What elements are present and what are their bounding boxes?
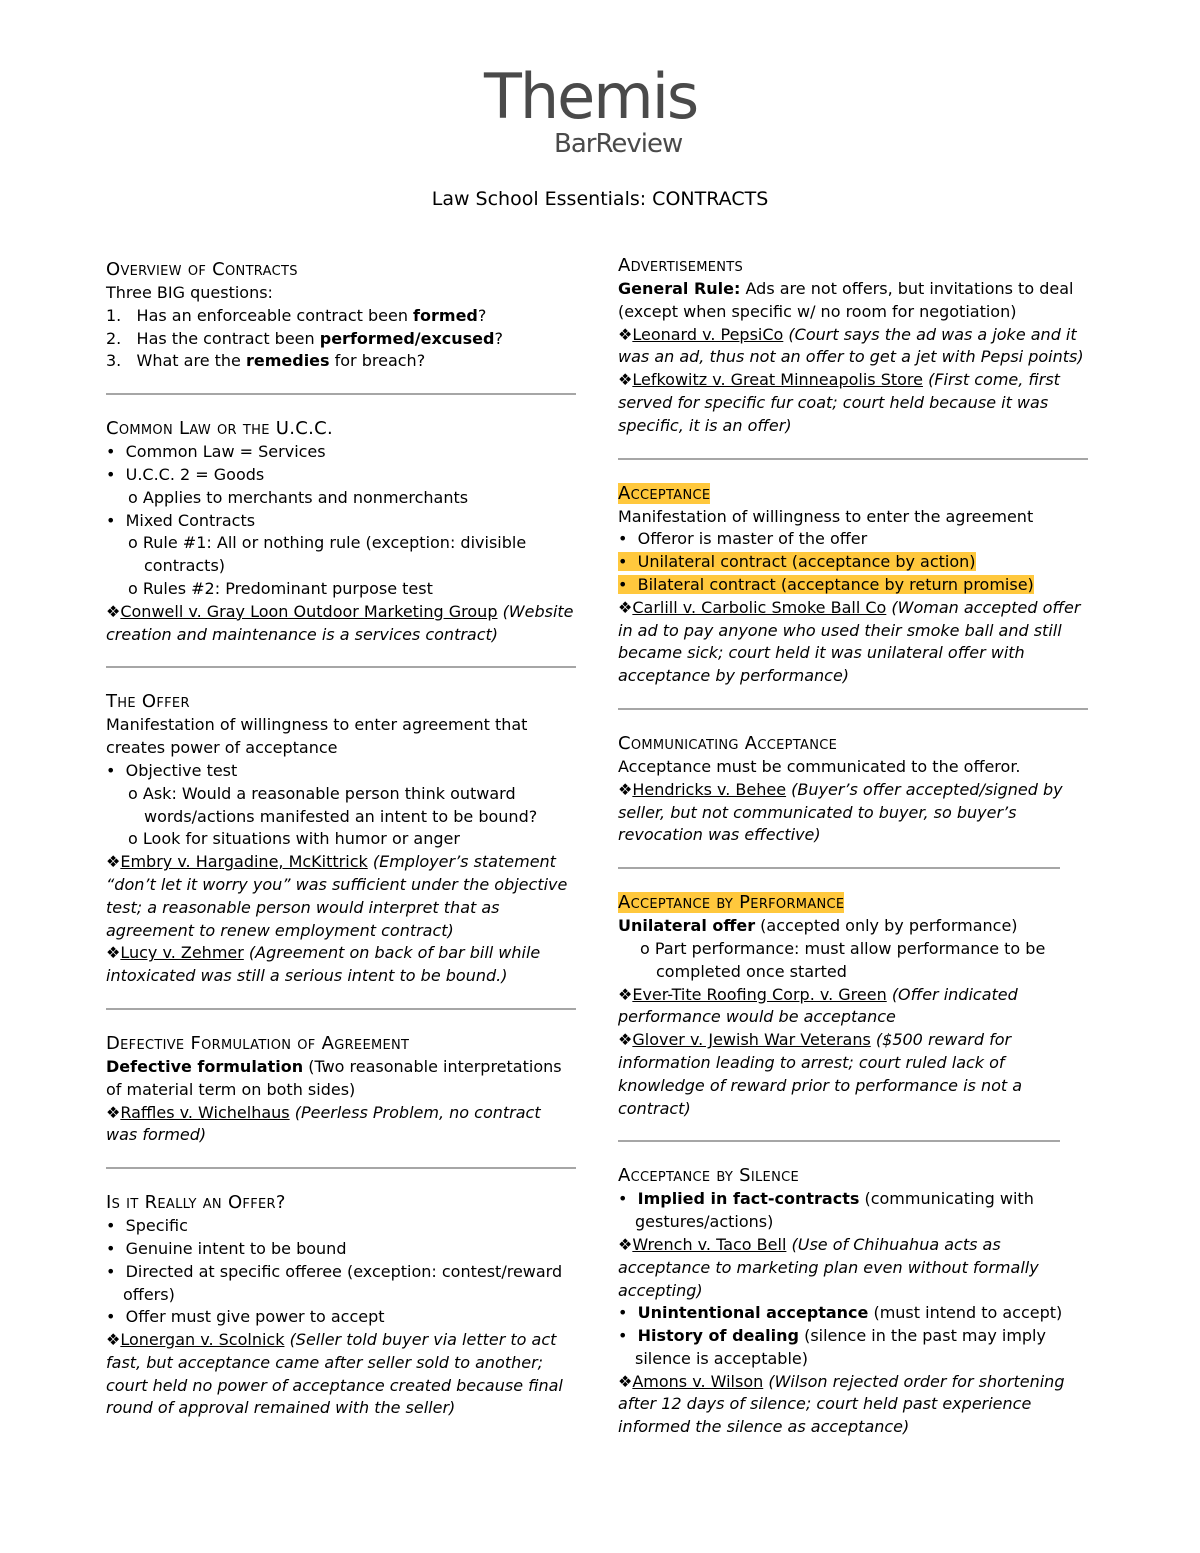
case-citation: ❖Amons v. Wilson (Wilson rejected order for shortening after 12 days of silence; court held past experience informed the silence as acceptance) (618, 1371, 1065, 1437)
case-marker-icon: ❖ (618, 597, 633, 617)
section-common-law (106, 417, 576, 646)
list-item-highlighted: • Bilateral contract (acceptance by return promise) (618, 574, 1034, 594)
case-marker-icon: ❖ (106, 1102, 121, 1122)
defective-text: Defective formulation (Two reasonable interpretations of material term on both sides) (106, 1056, 562, 1099)
case-name: Wrench v. Taco Bell (632, 1234, 787, 1254)
list-item: • U.C.C. 2 = Goods (106, 464, 265, 484)
section-overview (106, 258, 576, 373)
acceptance-intro: Manifestation of willingness to enter the agreement (618, 506, 1034, 526)
section-heading: Advertisements (618, 255, 744, 276)
list-item: • Mixed Contracts (106, 510, 256, 530)
case-marker-icon: ❖ (106, 1330, 121, 1350)
section-really-offer (106, 1191, 576, 1420)
case-citation: ❖Raffles v. Wichelhaus (Peerless Problem, no contract was formed) (106, 1102, 541, 1145)
case-name: Embry v. Hargadine, McKittrick (120, 852, 368, 872)
section-defective (106, 1032, 576, 1147)
sub-list-item: o Look for situations with humor or anger (128, 829, 460, 849)
section-heading: Is it Really an Offer? (106, 1192, 286, 1214)
case-citation: ❖Lucy v. Zehmer (Agreement on back of bar bill while intoxicated was still a serious intent to be bound.) (106, 943, 541, 986)
page-title: Law School Essentials: CONTRACTS (431, 188, 769, 210)
case-citation: ❖Conwell v. Gray Loon Outdoor Marketing Group (Website creation and maintenance is a services contract) (106, 601, 574, 644)
case-marker-icon: ❖ (618, 324, 633, 344)
list-item: • Implied in fact-contracts (communicating with gestures/actions) (618, 1189, 1034, 1232)
section-advertisements (618, 254, 1088, 438)
case-marker-icon: ❖ (106, 601, 121, 621)
list-item: • History of dealing (silence in the past may imply silence is acceptable) (618, 1326, 1046, 1368)
section-heading: Acceptance by Performance (618, 892, 845, 914)
case-name: Lucy v. Zehmer (120, 943, 244, 963)
performance-rule: Unilateral offer (accepted only by performance) (618, 916, 1018, 936)
sub-list-item: o Applies to merchants and nonmerchants (128, 487, 469, 507)
sub-list-item: o Ask: Would a reasonable person think outward words/actions manifested an intent to be bound? (128, 783, 538, 826)
case-marker-icon: ❖ (618, 1234, 633, 1254)
divider (106, 1008, 576, 1010)
section-offer (106, 690, 576, 988)
section-heading: Communicating Acceptance (618, 732, 838, 754)
sub-list-item: o Rule #1: All or nothing rule (exception: divisible contracts) (128, 533, 527, 576)
question-3: 3. What are the remedies for breach? (106, 351, 426, 371)
list-item-highlighted: • Unilateral contract (acceptance by action) (618, 552, 976, 572)
case-name: Amons v. Wilson (632, 1371, 764, 1391)
case-marker-icon: ❖ (618, 1371, 633, 1391)
section-performance (618, 891, 1088, 1120)
logo-brand: Themis (484, 60, 698, 133)
case-marker-icon: ❖ (618, 1030, 633, 1050)
case-marker-icon: ❖ (106, 943, 121, 963)
case-citation: ❖Wrench v. Taco Bell (Use of Chihuahua acts as acceptance to marketing plan even without formally accepting) (618, 1234, 1039, 1300)
section-communicating (618, 732, 1088, 847)
case-name: Glover v. Jewish War Veterans (632, 1030, 871, 1050)
list-item: • Common Law = Services (106, 442, 326, 462)
question-2: 2. Has the contract been performed/excused? (106, 328, 503, 348)
divider (618, 708, 1088, 710)
list-item: • Offer must give power to accept (106, 1307, 385, 1327)
sub-list-item: o Part performance: must allow performance to be completed once started (640, 938, 1046, 981)
divider (618, 867, 1060, 869)
case-marker-icon: ❖ (618, 370, 633, 390)
case-citation: ❖Lefkowitz v. Great Minneapolis Store (First come, first served for specific fur coat; court held because it was specific, it is an offer) (618, 370, 1060, 435)
themis-logo (484, 60, 724, 159)
section-heading: Acceptance (618, 482, 711, 504)
section-heading: Defective Formulation of Agreement (106, 1032, 410, 1054)
case-name: Lefkowitz v. Great Minneapolis Store (632, 370, 923, 390)
divider (618, 458, 1088, 460)
case-name: Ever-Tite Roofing Corp. v. Green (632, 984, 887, 1004)
divider (618, 1140, 1060, 1142)
divider (106, 393, 576, 395)
list-item: • Offeror is master of the offer (618, 529, 868, 549)
case-name: Lonergan v. Scolnick (120, 1330, 285, 1350)
case-name: Conwell v. Gray Loon Outdoor Marketing Group (120, 601, 498, 621)
case-marker-icon: ❖ (106, 852, 121, 872)
case-citation: ❖Lonergan v. Scolnick (Seller told buyer via letter to act fast, but acceptance came after seller sold to another; court held no power of acceptance created because final round of approval remained with the seller) (106, 1330, 563, 1418)
divider (106, 1167, 576, 1169)
section-silence (618, 1164, 1088, 1439)
case-name: Carlill v. Carbolic Smoke Ball Co (632, 597, 887, 617)
case-name: Hendricks v. Behee (632, 779, 787, 799)
left-column (106, 258, 576, 1420)
offer-intro: Manifestation of willingness to enter agreement that creates power of acceptance (106, 715, 528, 758)
question-1: 1. Has an enforceable contract been formed? (106, 305, 487, 325)
list-item: • Specific (106, 1216, 188, 1236)
communicating-intro: Acceptance must be communicated to the offeror. (618, 756, 1021, 776)
section-acceptance (618, 482, 1088, 688)
case-marker-icon: ❖ (618, 984, 633, 1004)
section-heading: Overview of Contracts (106, 259, 298, 280)
case-citation: ❖Carlill v. Carbolic Smoke Ball Co (Woman accepted offer in ad to pay anyone who used their smoke ball and still became sick; court held it was unilateral offer with acceptance by performance) (618, 597, 1081, 686)
section-heading: Acceptance by Silence (618, 1165, 799, 1187)
list-item: • Genuine intent to be bound (106, 1238, 347, 1258)
divider (106, 666, 576, 668)
case-citation: ❖Embry v. Hargadine, McKittrick (Employer’s statement “don’t let it worry you” was sufficient under the objective test; a reasonable person would interpret that as agreement to renew employment contract) (106, 852, 568, 940)
list-item: • Unintentional acceptance (must intend to accept) (618, 1303, 1063, 1323)
list-item: • Directed at specific offeree (exception: contest/reward offers) (106, 1261, 563, 1304)
section-heading: Common Law or the U.C.C. (106, 418, 334, 440)
list-item: • Objective test (106, 760, 238, 780)
right-column (618, 254, 1088, 1439)
case-citation: ❖Leonard v. PepsiCo (Court says the ad was a joke and it was an ad, thus not an offer to get a jet with Pepsi points) (618, 324, 1084, 367)
case-name: Leonard v. PepsiCo (632, 324, 784, 344)
overview-intro: Three BIG questions: (106, 283, 273, 302)
case-marker-icon: ❖ (618, 779, 633, 799)
case-citation: ❖Glover v. Jewish War Veterans ($500 reward for information leading to arrest; court ruled lack of knowledge of reward prior to performance is not a contract) (618, 1030, 1023, 1118)
section-heading: The Offer (106, 691, 190, 713)
logo-sub: BarReview (554, 129, 683, 159)
case-citation: ❖Hendricks v. Behee (Buyer’s offer accepted/signed by seller, but not communicated to buyer, so buyer’s revocation was effective) (618, 779, 1063, 845)
sub-list-item: o Rules #2: Predominant purpose test (128, 578, 433, 598)
case-citation: ❖Ever-Tite Roofing Corp. v. Green (Offer indicated performance would be acceptance (618, 984, 1018, 1027)
ads-rule: General Rule: Ads are not offers, but invitations to deal (except when specific w/ no room for negotiation) (618, 279, 1074, 321)
case-name: Raffles v. Wichelhaus (120, 1102, 290, 1122)
